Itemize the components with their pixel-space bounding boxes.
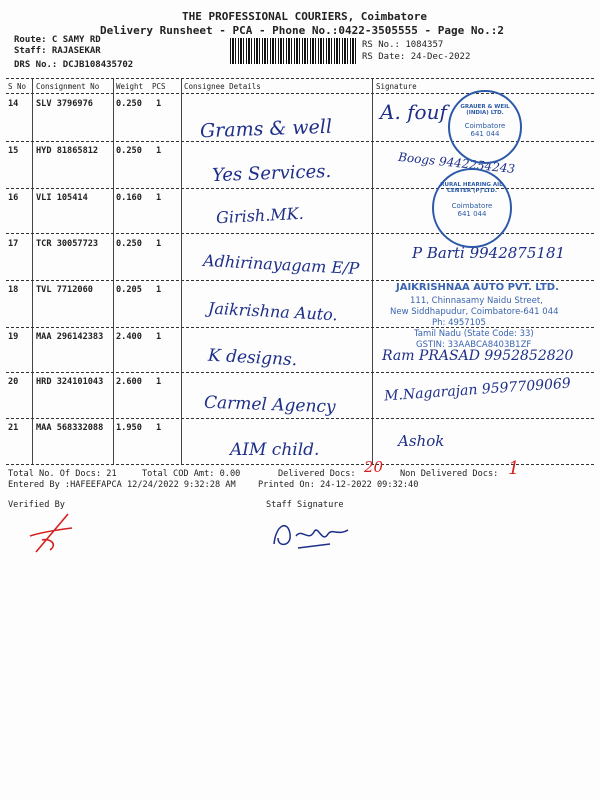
jaikrishnaa-stamp-gstin: GSTIN: 33AABCA8403B1ZF [416,340,532,350]
table-top-divider [6,78,594,79]
row-signature-handwritten: Ram PRASAD 9952852820 [382,348,574,364]
jaikrishnaa-stamp-address2: New Siddhapudur, Coimbatore-641 044 [390,307,559,317]
row-signature-handwritten: M.Nagarajan 9597709069 [383,375,572,405]
row-consignment-no: TVL 7712060 [36,285,93,295]
row-pcs: 1 [156,99,162,109]
stamp-city: Coimbatore [464,122,506,130]
row-consignee-handwritten: Girish.MK. [215,203,305,228]
rs-date: RS Date: 24-Dec-2022 [362,52,471,62]
row-consignment-no: MAA 296142383 [36,332,104,342]
row-consignment-no: MAA 568332088 [36,423,104,433]
rs-number: RS No.: 1084357 [362,40,444,50]
table-header-divider [6,93,594,94]
stamp-pin: 641 044 [470,130,500,138]
row-pcs: 1 [156,423,162,433]
col-signature-header: Signature [376,82,417,91]
row-divider [6,372,594,373]
col-divider [181,79,182,465]
row-consignee-handwritten: Jaikrishna Auto. [207,298,339,325]
row-sno: 14 [8,99,19,109]
col-sno-header: S No [8,82,27,91]
row-sno: 17 [8,239,19,249]
delivered-docs-value: 20 [364,458,384,476]
row-sno: 16 [8,193,19,203]
stamp-company: RURAL HEARING AID CENTER (P) LTD. [440,182,504,194]
row-signature-handwritten: A. fouf [380,100,447,124]
total-docs: Total No. Of Docs: 21 [8,469,117,479]
stamp-company: GRAUER & WEIL (INDIA) LTD. [460,104,510,116]
route-label: Route: C SAMY RD [14,35,101,45]
table-bottom-divider [6,464,594,465]
row-pcs: 1 [156,193,162,203]
row-consignee-handwritten: Grams & well [199,115,333,143]
row-consignee-handwritten: Adhirinayagam E/P [202,250,360,279]
row-consignee-handwritten: AIM child. [230,440,320,460]
row-signature-handwritten: Boogs 9442254243 [397,149,516,177]
row-sno: 19 [8,332,19,342]
row-weight: 0.205 [116,285,142,295]
row-consignment-no: HRD 324101043 [36,377,104,387]
staff-signature-label: Staff Signature [266,500,344,510]
non-delivered-docs-label: Non Delivered Docs: [400,469,499,479]
row-weight: 0.250 [116,146,142,156]
row-pcs: 1 [156,146,162,156]
verified-signature-mark [28,510,88,555]
col-weight-header: Weight [116,82,144,91]
col-pcs-header: PCS [152,82,166,91]
company-title: THE PROFESSIONAL COURIERS, Coimbatore [182,10,428,23]
row-consignment-no: HYD 81865812 [36,146,99,156]
row-weight: 2.400 [116,332,142,342]
row-weight: 0.250 [116,99,142,109]
stamp-pin: 641 044 [457,210,487,218]
col-divider [32,79,33,465]
runsheet-subtitle: Delivery Runsheet - PCA - Phone No.:0422-3505555 - Page No.:2 [100,24,504,37]
drs-number: DRS No.: DCJB108435702 [14,60,134,70]
col-consignee-header: Consignee Details [184,82,261,91]
verified-by-label: Verified By [8,500,65,510]
total-cod-amount: Total COD Amt: 0.00 [142,469,241,479]
row-pcs: 1 [156,239,162,249]
delivered-docs-label: Delivered Docs: [278,469,356,479]
jaikrishnaa-stamp-address1: 111, Chinnasamy Naidu Street, [410,296,543,306]
col-divider [113,79,114,465]
staff-signature-mark [268,514,358,554]
col-divider [372,79,373,465]
stamp-city: Coimbatore [451,202,493,210]
row-pcs: 1 [156,377,162,387]
col-consignment-header: Consignment No [36,82,100,91]
row-pcs: 1 [156,285,162,295]
jaikrishnaa-stamp-state: Tamil Nadu (State Code: 33) [414,329,534,339]
row-weight: 0.250 [116,239,142,249]
row-sno: 15 [8,146,19,156]
entered-by: Entered By :HAFEEFAPCA 12/24/2022 9:32:28 AM [8,480,236,490]
hearing-aid-stamp [432,168,512,248]
staff-label: Staff: RAJASEKAR [14,46,101,56]
row-sno: 20 [8,377,19,387]
row-consignment-no: TCR 30057723 [36,239,99,249]
row-weight: 0.160 [116,193,142,203]
row-pcs: 1 [156,332,162,342]
barcode-image [230,38,358,64]
row-signature-handwritten: Ashok [398,432,445,450]
printed-on: Printed On: 24-12-2022 09:32:40 [258,480,419,490]
row-consignee-handwritten: K designs. [207,345,298,371]
row-divider [6,327,594,328]
row-signature-handwritten: P Barti 9942875181 [412,244,566,262]
row-divider [6,233,594,234]
row-sno: 21 [8,423,19,433]
row-sno: 18 [8,285,19,295]
non-delivered-docs-value: 1 [508,458,520,479]
row-consignment-no: SLV 3796976 [36,99,93,109]
row-consignee-handwritten: Yes Services. [211,160,332,187]
row-weight: 1.950 [116,423,142,433]
jaikrishnaa-stamp-name: JAIKRISHNAA AUTO PVT. LTD. [396,282,559,293]
jaikrishnaa-stamp-phone: Ph: 4957105 [432,318,486,328]
row-divider [6,280,594,281]
row-weight: 2.600 [116,377,142,387]
row-consignment-no: VLI 105414 [36,193,88,203]
grauer-weil-stamp [448,90,522,164]
row-consignee-handwritten: Carmel Agency [203,392,336,418]
row-divider [6,418,594,419]
